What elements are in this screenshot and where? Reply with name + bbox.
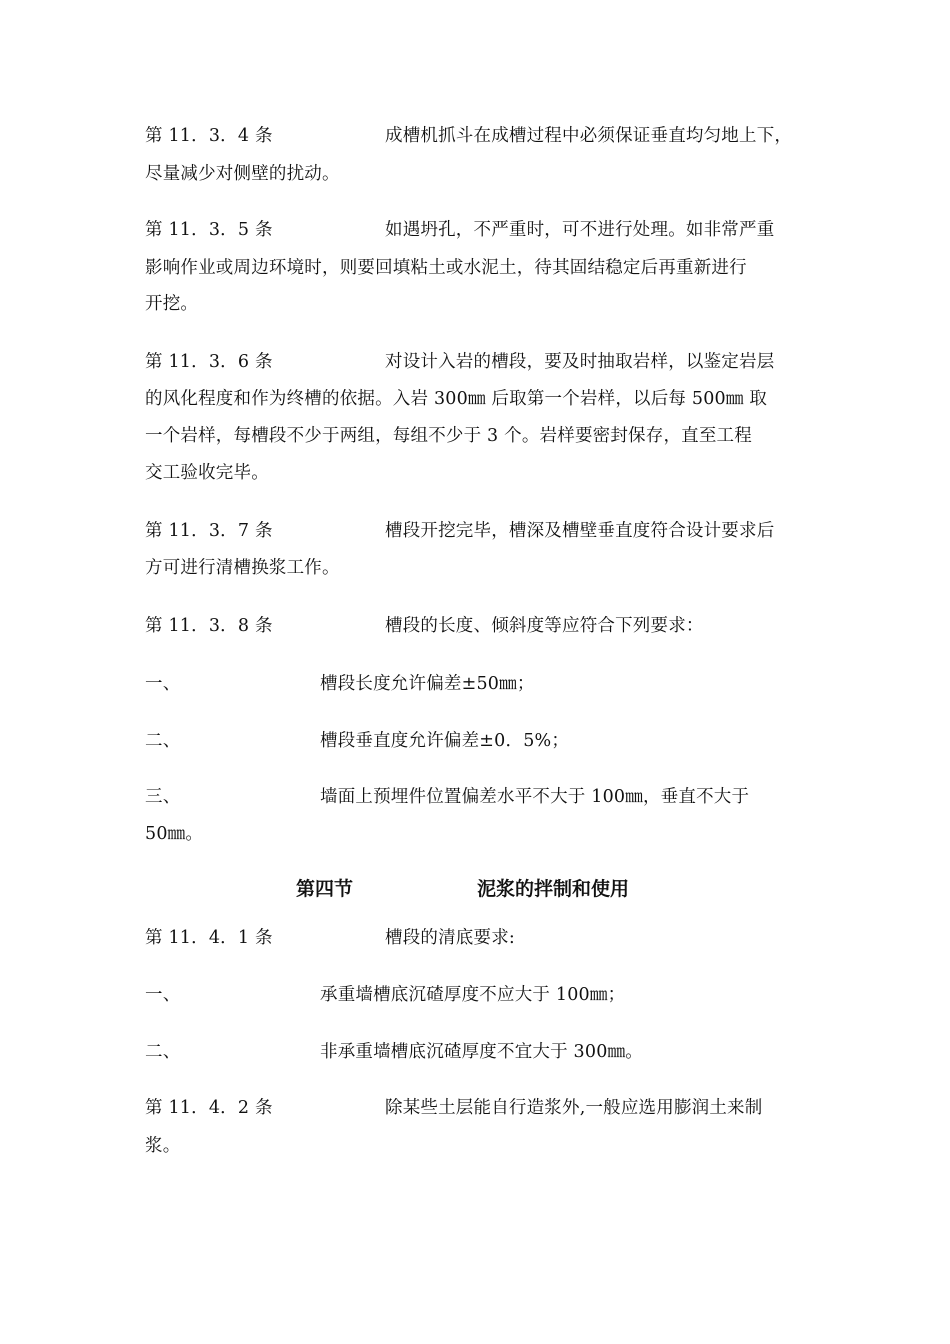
list-text-line: 槽段长度允许偏差±50㎜； [320, 674, 535, 694]
clause-text-line: 除某些土层能自行造浆外,一般应选用膨润土来制 [385, 1098, 763, 1118]
clause-text-line: 浆。 [145, 1136, 181, 1156]
clause-text-line: 槽段的清底要求: [385, 928, 515, 948]
list-text-line: 槽段垂直度允许偏差±0．5%； [320, 731, 570, 751]
clause-text-line: 方可进行清槽换浆工作。 [145, 558, 340, 578]
clause-number: 第 11．3．6 条 [145, 352, 273, 372]
clause-text-line: 交工验收完毕。 [145, 463, 269, 483]
clause-text-line: 成槽机抓斗在成槽过程中必须保证垂直均匀地上下， [385, 126, 793, 146]
clause-number: 第 11．4．2 条 [145, 1098, 273, 1118]
clause-number: 第 11．3．8 条 [145, 616, 273, 636]
list-marker: 三、 [145, 787, 181, 807]
section-title: 泥浆的拌制和使用 [477, 878, 630, 900]
clause-number: 第 11．3．4 条 [145, 126, 273, 146]
list-marker: 一、 [145, 985, 181, 1005]
list-text-line: 墙面上预埋件位置偏差水平不大于 100㎜，垂直不大于 [320, 787, 750, 807]
clause-number: 第 11．3．5 条 [145, 220, 273, 240]
clause-number: 第 11．4．1 条 [145, 928, 273, 948]
list-text-line: 非承重墙槽底沉碴厚度不宜大于 300㎜。 [320, 1042, 643, 1062]
clause-text-line: 如遇坍孔，不严重时，可不进行处理。如非常严重 [385, 220, 775, 240]
list-marker: 二、 [145, 731, 181, 751]
list-marker: 一、 [145, 674, 181, 694]
clause-text-line: 尽量减少对侧壁的扰动。 [145, 164, 340, 184]
section-number: 第四节 [296, 878, 354, 900]
clause-number: 第 11．3．7 条 [145, 521, 273, 541]
list-text-line: 50㎜。 [145, 824, 204, 844]
clause-text-line: 的风化程度和作为终槽的依据。入岩 300㎜ 后取第一个岩样，以后每 500㎜ 取 [145, 389, 768, 409]
list-text-line: 承重墙槽底沉碴厚度不应大于 100㎜； [320, 985, 626, 1005]
clause-text-line: 开挖。 [145, 294, 199, 314]
clause-text-line: 一个岩样，每槽段不少于两组，每组不少于 3 个。岩样要密封保存，直至工程 [145, 426, 752, 446]
clause-text-line: 槽段开挖完毕，槽深及槽壁垂直度符合设计要求后 [385, 521, 775, 541]
clause-text-line: 对设计入岩的槽段，要及时抽取岩样，以鉴定岩层 [385, 352, 775, 372]
clause-text-line: 影响作业或周边环境时，则要回填粘土或水泥土，待其固结稳定后再重新进行 [145, 258, 747, 278]
clause-text-line: 槽段的长度、倾斜度等应符合下列要求： [385, 616, 704, 636]
list-marker: 二、 [145, 1042, 181, 1062]
